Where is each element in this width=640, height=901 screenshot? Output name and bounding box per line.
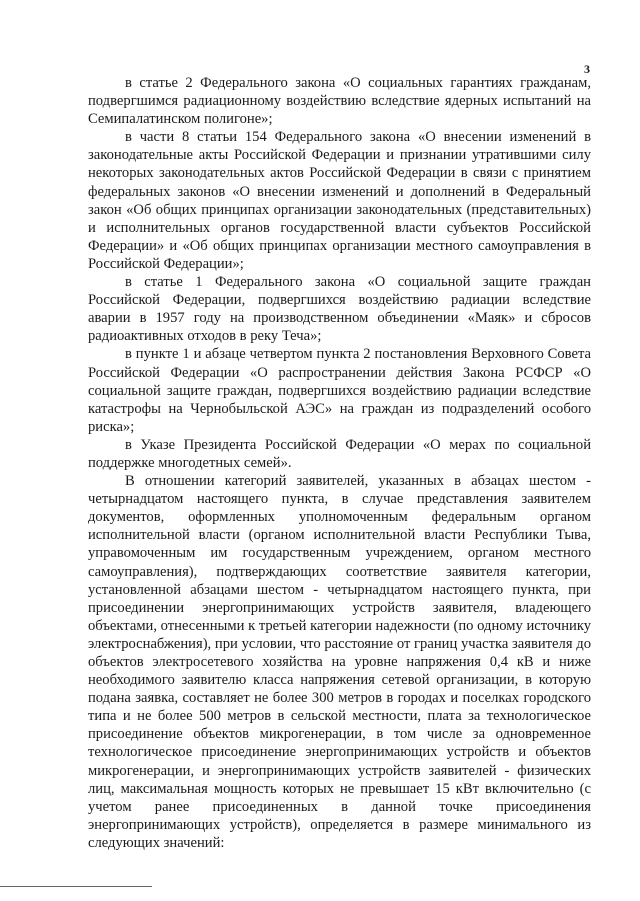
- paragraph: в статье 2 Федерального закона «О социальных гарантиях гражданам, подвергшимся радиационному воздействию вследствие ядерных испытаний на Семипалатинском полигоне»;: [88, 75, 591, 128]
- paragraph: в статье 1 Федерального закона «О социальной защите граждан Российской Федерации, подвергшихся воздействию радиации вследствие аварии в 1957 году на производственном объединении «Маяк» и сбросов радиоактивных отходов в реку Теча»;: [88, 274, 591, 345]
- document-body: [88, 74, 591, 852]
- page-number: 3: [584, 62, 590, 76]
- paragraph: в Указе Президента Российской Федерации «О мерах по социальной поддержке многодетных семей».: [88, 436, 591, 471]
- paragraph: в части 8 статьи 154 Федерального закона «О внесении изменений в законодательные акты Российской Федерации и признании утратившими силу некоторых законодательных актов Российской Федерации в связи с принятием федеральных законов «О внесении изменений и дополнений в Федеральный закон «Об общих принципах организации законодательных (представительных) и исполнительных органов государственной власти субъектов Российской Федерации» и «Об общих принципах организации местного самоуправления в Российской Федерации»;: [88, 129, 591, 272]
- footer-divider: [0, 886, 152, 887]
- paragraph: В отношении категорий заявителей, указанных в абзацах шестом - четырнадцатом настоящего пункта, в случае представления заявителем документов, оформленных уполномоченным федеральным органом исполнительной власти (органом исполнительной власти Республики Тыва, управомоченным им государственным учреждением, органом местного самоуправления), подтверждающих соответствие заявителя категории, установленной абзацами шестом - четырнадцатом настоящего пункта, при присоединении энергопринимающих устройств заявителя, владеющего объектами, отнесенными к третьей категории надежности (по одному источнику электроснабжения), при условии, что расстояние от границ участка заявителя до объектов электросетевого хозяйства на уровне напряжения 0,4 кВ и ниже необходимого заявителю класса напряжения сетевой организации, в которую подана заявка, составляет не более 300 метров в городах и поселках городского типа и не более 500 метров в сельской местности, плата за технологическое присоединение объектов микрогенерации, в том числе за одновременное технологическое присоединение энергопринимающих устройств и объектов микрогенерации, и энергопринимающих устройств заявителей - физических лиц, максимальная мощность которых не превышает 15 кВт включительно (с учетом ранее присоединенных в данной точке присоединения энергопринимающих устройств), определяется в размере минимального из следующих значений:: [88, 473, 591, 851]
- paragraph: в пункте 1 и абзаце четвертом пункта 2 постановления Верховного Совета Российской Федерации «О распространении действия Закона РСФСР «О социальной защите граждан, подвергшихся воздействию радиации вследствие катастрофы на Чернобыльской АЭС» на граждан из подразделений особого риска»;: [88, 346, 591, 435]
